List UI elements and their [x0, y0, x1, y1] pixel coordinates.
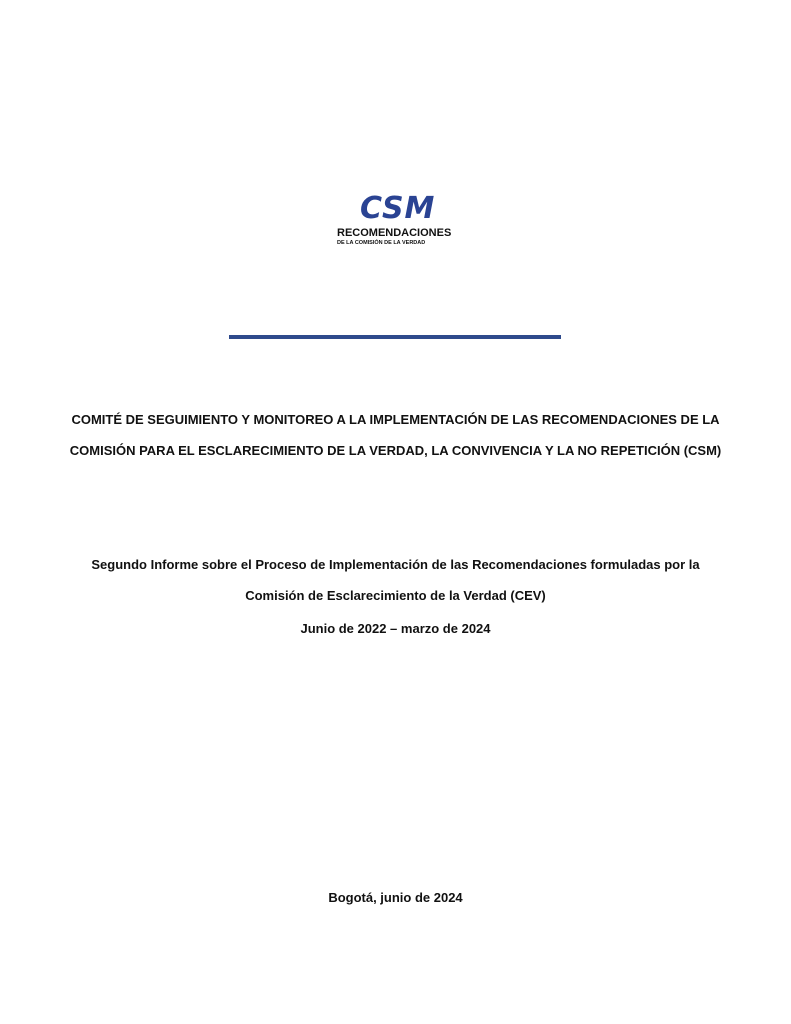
header-divider — [229, 335, 561, 339]
committee-heading — [40, 404, 751, 466]
logo-tagline: DE LA COMISIÓN DE LA VERDAD — [337, 240, 426, 246]
csm-logo — [330, 192, 470, 254]
report-title-line-1: Segundo Informe sobre el Proceso de Implementación de las Recomendaciones formuladas por la — [91, 557, 700, 572]
logo-subtitle: RECOMENDACIONES — [337, 227, 452, 239]
committee-heading-line-1: COMITÉ DE SEGUIMIENTO Y MONITOREO A LA IMPLEMENTACIÓN DE LAS RECOMENDACIONES DE LA — [71, 412, 720, 427]
place-and-date: Bogotá, junio de 2024 — [328, 890, 463, 905]
report-title — [40, 549, 751, 611]
report-period: Junio de 2022 – marzo de 2024 — [300, 621, 491, 636]
committee-heading-line-2: COMISIÓN PARA EL ESCLARECIMIENTO DE LA VERDAD, LA CONVIVENCIA Y LA NO REPETICIÓN (CSM) — [69, 443, 722, 458]
logo-mark: CSM — [360, 191, 436, 226]
report-title-line-2: Comisión de Esclarecimiento de la Verdad (CEV) — [245, 588, 546, 603]
